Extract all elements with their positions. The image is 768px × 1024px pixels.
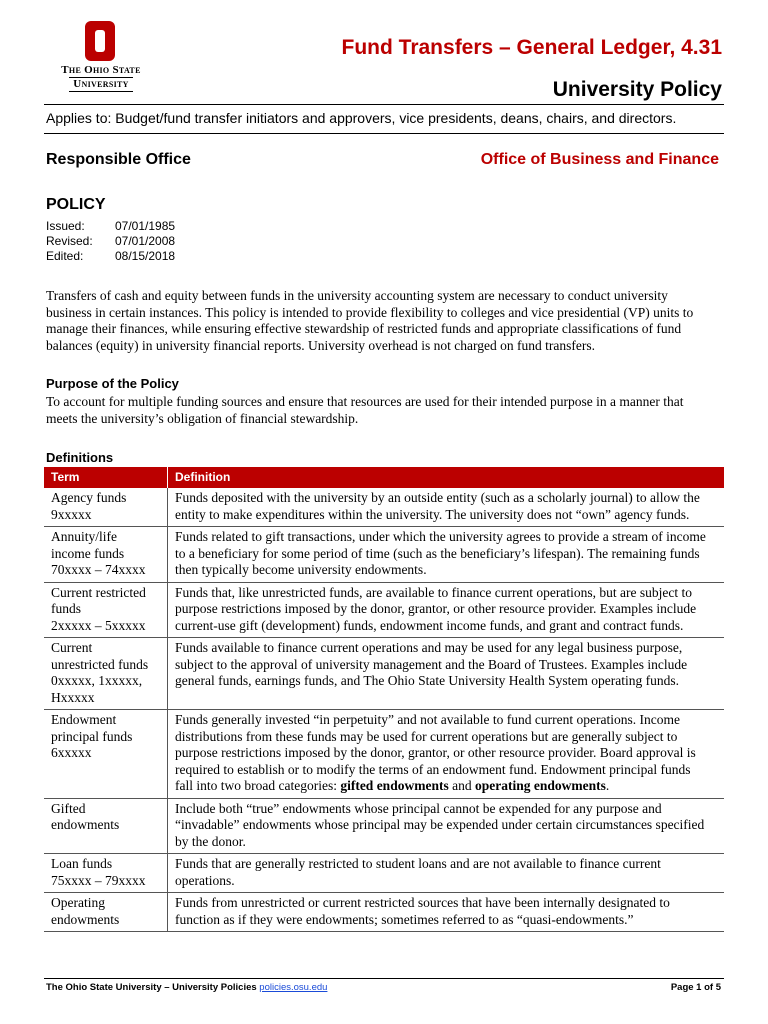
definitions-heading: Definitions [46,450,114,465]
column-header-term: Term [44,467,168,488]
table-header-row [44,467,724,488]
term-line: Endowment [51,712,117,727]
policy-dates [46,219,175,264]
definition-cell [168,488,725,527]
header-divider [44,104,724,105]
term-line: Annuity/life [51,529,117,544]
term-line: Agency funds [51,490,127,505]
footer-text: The Ohio State University – University Policies [46,982,260,993]
term-cell [44,710,168,799]
definition-line: Funds related to gift transactions, under which the university agrees to provide a stream of income [175,529,706,544]
term-line: 2xxxxx – 5xxxxx [51,617,146,633]
definition-line: current-use gift (development) funds, endowment income funds, and grant and contract funds. [175,617,684,633]
definition-cell [168,527,725,583]
term-line: Hxxxxx [51,689,95,705]
definition-line: to a beneficiary for some period of time (such as the beneficiary’s lifespan). The remaining funds [175,545,700,561]
term-cell [44,527,168,583]
definition-line: Funds available to finance current operations and may be used for any legal business purpose, [175,640,683,655]
definition-line: by the donor. [175,833,246,849]
page-number: Page 1 of 5 [670,982,721,993]
applies-divider [44,133,724,134]
term-line: unrestricted funds [51,656,149,672]
revised-row [46,234,175,249]
operating-endowments-emphasis: operating endowments [474,778,606,793]
definition-text: . [605,778,610,793]
term-line: funds [51,601,81,616]
term-line: 70xxxx – 74xxxx [51,562,146,577]
term-cell [44,582,168,638]
definition-line: Funds deposited with the university by an outside entity (such as a scholarly journal) to allow the [175,490,700,505]
term-line: Current [51,640,93,655]
term-line: 0xxxxx, 1xxxxx, [51,673,143,688]
university-wordmark [45,64,157,92]
table-row [44,893,724,932]
edited-label: Edited: [46,249,84,263]
policy-intro-paragraph [46,288,726,354]
definition-line: general funds, earnings funds, and The Ohio State University Health System operating funds. [175,673,680,688]
term-line: endowments [51,817,120,832]
table-row [44,710,724,799]
table-row [44,638,724,710]
edited-row [46,249,175,264]
responsible-office-name: Office of Business and Finance [480,151,719,168]
purpose-paragraph [46,394,726,427]
table-row [44,527,724,583]
purpose-line: To account for multiple funding sources and ensure that resources are used for their intended purpose in a manner that [46,394,684,409]
term-cell [44,893,168,932]
term-cell [44,638,168,710]
definition-line: Funds generally invested “in perpetuity” and not available to fund current operations. Income [175,712,680,727]
definition-cell [168,854,725,893]
term-line: 6xxxxx [51,745,92,760]
definition-line: required to establish or to modify the terms of an endowment fund. Endowment principal funds [175,761,691,777]
wordmark-line2: University [69,77,132,92]
definition-line: then typically become university endowments. [175,562,427,577]
term-line: Loan funds [51,856,113,871]
term-line: endowments [51,911,120,927]
policy-subtitle: University Policy [552,78,722,101]
term-line: income funds [51,545,125,561]
gifted-endowments-emphasis: gifted endowments [340,778,449,793]
table-row [44,798,724,854]
intro-line: Transfers of cash and equity between funds in the university accounting system are necessary to conduct university [46,288,668,303]
term-line: Current restricted [51,584,146,600]
term-line: Operating [51,895,105,910]
issued-value: 07/01/1985 [115,219,176,233]
issued-label: Issued: [46,219,85,233]
term-line: 9xxxxx [51,506,92,522]
definition-line [175,778,718,795]
definition-line: purpose restrictions imposed by the donor, grantor, or other resource provider. Examples include [175,601,697,616]
revised-value: 07/01/2008 [115,234,176,248]
policy-heading: POLICY [46,196,106,213]
definition-line: Funds that, like unrestricted funds, are available to finance current operations, but are subject to [175,584,692,600]
policies-link[interactable]: policies.osu.edu [259,982,328,993]
issued-row [46,219,175,234]
column-header-definition: Definition [168,467,725,488]
definition-text: fall into two broad categories: [175,778,341,793]
definition-line: entity to make expenditures within the university. The university does not “own” agency funds. [175,506,690,522]
definition-line: Funds that are generally restricted to student loans and are not available to finance current [175,856,661,871]
footer-divider [44,978,724,979]
footer-source [46,982,327,993]
term-line: principal funds [51,728,133,744]
osu-block-o-logo-icon [85,21,115,61]
definition-cell [168,582,725,638]
purpose-line: meets the university’s obligation of financial stewardship. [46,410,359,426]
intro-line: manage their finances, while ensuring effective stewardship of restricted funds and appropriate classifications of fund [46,321,682,336]
table-row [44,582,724,638]
term-cell [44,798,168,854]
table-row [44,854,724,893]
definition-line: distributions from these funds may be used for current operations but are generally subject to [175,728,678,744]
definition-cell [168,638,725,710]
applies-to: Applies to: Budget/fund transfer initiators and approvers, vice presidents, deans, chairs, and directors. [46,110,677,126]
definitions-table [44,467,724,932]
table-row [44,488,724,527]
wordmark-line1: The Ohio State [61,64,141,76]
term-line: Gifted [51,800,86,816]
definition-cell [168,798,725,854]
definition-line: “invadable” endowments whose principal may be expended under certain circumstances specified [175,817,705,832]
responsible-office-label: Responsible Office [46,151,191,168]
definition-line: Funds from unrestricted or current restricted sources that have been internally designated to [175,895,670,910]
definition-text: and [448,778,475,793]
definition-cell [168,710,725,799]
revised-label: Revised: [46,234,93,248]
edited-value: 08/15/2018 [115,249,176,263]
definition-line: function as if they were endowments; sometimes referred to as “quasi-endowments.” [175,911,634,927]
intro-line: business in certain instances. This policy is intended to provide flexibility to colleges and vice presidential (VP) units to [46,304,694,320]
term-line: 75xxxx – 79xxxx [51,872,146,888]
definition-line: purpose restrictions imposed by the donor, grantor, or other resource provider. Board approval is [175,745,696,760]
definition-line: Include both “true” endowments whose principal cannot be expended for any purpose and [175,800,662,816]
definition-line: subject to the approval of university management and the Board of Trustees. Examples include [175,656,688,672]
term-cell [44,488,168,527]
intro-line: balances (equity) in university financial reports. University overhead is not charged on fund transfers. [46,337,595,353]
definition-line: operations. [175,872,235,888]
term-cell [44,854,168,893]
definition-cell [168,893,725,932]
policy-title: Fund Transfers – General Ledger, 4.31 [341,36,722,59]
purpose-heading: Purpose of the Policy [46,376,179,391]
